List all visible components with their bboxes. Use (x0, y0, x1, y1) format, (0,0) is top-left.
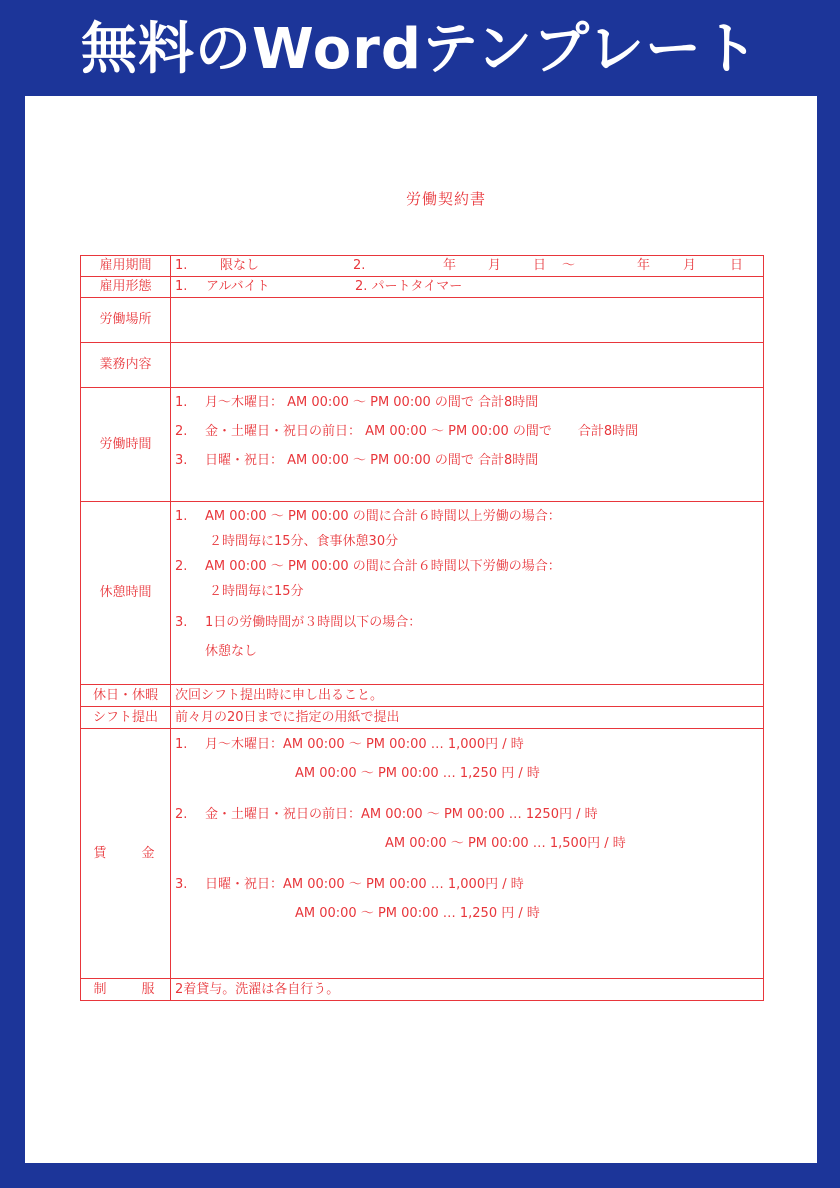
wages-line-num: 2. (175, 806, 188, 822)
row-work-place (81, 298, 764, 343)
label-work-place: 労働場所 (81, 298, 171, 343)
value-breaks (171, 502, 764, 685)
period-day-1: 日 (533, 258, 547, 273)
hours-line-text: 月〜木曜日： AM 00:00 〜 PM 00:00 の間で 合計8時間 (205, 394, 539, 410)
period-opt2-num: 2. (353, 258, 366, 273)
breaks-line-text: 1日の労働時間が３時間以下の場合： (205, 614, 422, 630)
label-shift-submission: シフト提出 (81, 707, 171, 729)
row-working-hours (81, 388, 764, 502)
hours-line-num: 2. (175, 423, 188, 439)
row-wages (81, 729, 764, 979)
wages-line (175, 730, 759, 759)
breaks-line-num: 3. (175, 614, 188, 630)
document-title: 労働契約書 (405, 190, 486, 208)
label-duties: 業務内容 (81, 343, 171, 388)
wages-line-text: 日曜・祝日：AM 00:00 〜 PM 00:00 … 1,000円 / 時 (205, 876, 524, 892)
hours-line (175, 446, 759, 475)
hours-line (175, 417, 759, 446)
hours-line-text: 金・土曜日・祝日の前日： AM 00:00 〜 PM 00:00 の間で 合計8時間 (205, 423, 639, 439)
hours-line-text: 日曜・祝日： AM 00:00 〜 PM 00:00 の間で 合計8時間 (205, 452, 539, 468)
label-holidays: 休日・休暇 (81, 685, 171, 707)
row-duties (81, 343, 764, 388)
label-breaks: 休憩時間 (81, 502, 171, 685)
document-page (25, 96, 817, 1163)
wages-line-sub: AM 00:00 〜 PM 00:00 … 1,500円 / 時 (385, 835, 626, 851)
value-employment-period (171, 256, 764, 277)
label-wages: 賃 金 (81, 729, 171, 979)
wages-line-sub: AM 00:00 〜 PM 00:00 … 1,250 円 / 時 (295, 765, 540, 781)
wages-line-text: 金・土曜日・祝日の前日：AM 00:00 〜 PM 00:00 … 1250円 / 時 (205, 806, 598, 822)
period-month-1: 月 (488, 258, 502, 273)
value-working-hours (171, 388, 764, 502)
wages-line-text: 月〜木曜日：AM 00:00 〜 PM 00:00 … 1,000円 / 時 (205, 736, 524, 752)
breaks-line-sub: ２時間毎に15分、食事休憩30分 (209, 533, 399, 549)
breaks-line-num: 2. (175, 558, 188, 574)
breaks-line-text: AM 00:00 〜 PM 00:00 の間に合計６時間以下労働の場合： (205, 558, 561, 574)
breaks-line-text: AM 00:00 〜 PM 00:00 の間に合計６時間以上労働の場合： (205, 508, 561, 524)
wages-line (175, 800, 759, 829)
period-opt1-text: 限なし (220, 258, 260, 273)
label-uniform: 制 服 (81, 979, 171, 1001)
label-working-hours: 労働時間 (81, 388, 171, 502)
banner-title: 無料のWordテンプレート (81, 17, 759, 82)
breaks-line (175, 504, 759, 529)
hours-line (175, 388, 759, 417)
value-shift-submission: 前々月の20日までに指定の用紙で提出 (171, 707, 764, 729)
breaks-line-num: 1. (175, 508, 188, 524)
value-duties (171, 343, 764, 388)
row-breaks (81, 502, 764, 685)
period-day-2: 日 (730, 258, 744, 273)
wages-line-sub: AM 00:00 〜 PM 00:00 … 1,250 円 / 時 (295, 905, 540, 921)
period-opt1-num: 1. (175, 258, 188, 273)
period-month-2: 月 (683, 258, 697, 273)
breaks-line-sub: ２時間毎に15分 (209, 583, 304, 599)
value-holidays: 次回シフト提出時に申し出ること。 (171, 685, 764, 707)
period-year-2: 年 (637, 258, 651, 273)
value-uniform: 2着貸与。洗濯は各自行う。 (171, 979, 764, 1001)
form-opt1-num: 1. (175, 279, 188, 294)
hours-line-num: 1. (175, 394, 188, 410)
form-opt2: 2. パートタイマー (355, 279, 463, 294)
row-holidays (81, 685, 764, 707)
form-opt1-text: アルバイト (206, 279, 270, 294)
wages-line-num: 3. (175, 876, 188, 892)
row-uniform (81, 979, 764, 1001)
period-year-1: 年 (443, 258, 457, 273)
breaks-line (175, 608, 759, 637)
row-shift-submission (81, 707, 764, 729)
label-employment-form: 雇用形態 (81, 277, 171, 298)
breaks-line-sub: 休憩なし (205, 643, 258, 659)
label-employment-period: 雇用期間 (81, 256, 171, 277)
hours-line-num: 3. (175, 452, 188, 468)
contract-table (80, 255, 764, 1001)
value-wages (171, 729, 764, 979)
row-employment-form (81, 277, 764, 298)
wages-line (175, 870, 759, 899)
value-employment-form (171, 277, 764, 298)
value-work-place (171, 298, 764, 343)
breaks-line (175, 554, 759, 579)
wages-line-num: 1. (175, 736, 188, 752)
row-employment-period (81, 256, 764, 277)
header-banner (0, 0, 840, 96)
period-tilde: 〜 (562, 258, 576, 273)
